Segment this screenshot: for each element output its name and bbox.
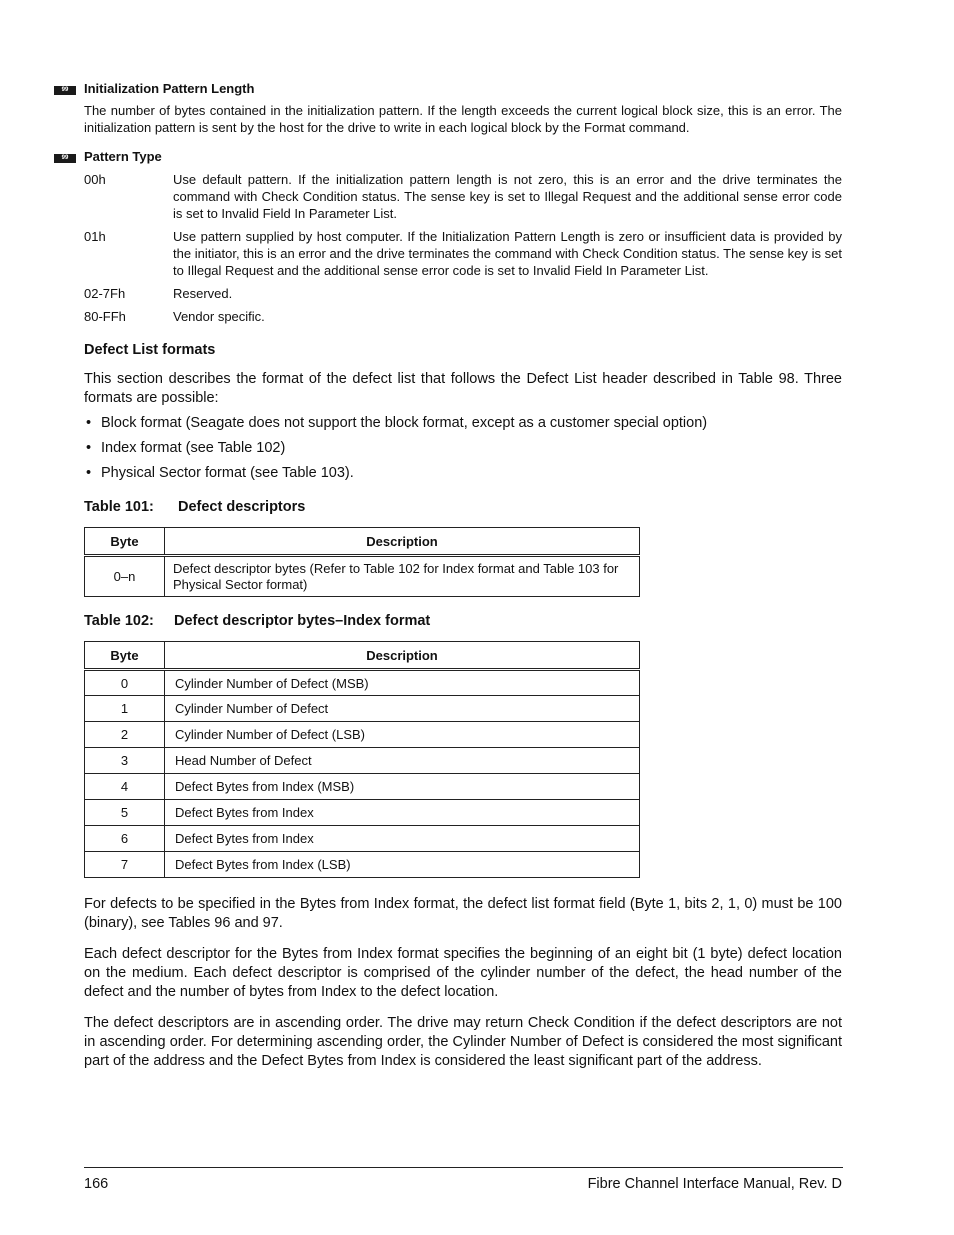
page-content	[61, 80, 842, 1071]
column-header-byte: Byte	[85, 528, 165, 556]
table-row	[85, 670, 640, 696]
byte-cell: 0–n	[85, 556, 165, 597]
description-cell: Defect Bytes from Index (MSB)	[165, 774, 640, 800]
description-cell: Cylinder Number of Defect (LSB)	[165, 722, 640, 748]
document-title: Fibre Channel Interface Manual, Rev. D	[587, 1176, 842, 1192]
byte-cell: 0	[85, 670, 165, 696]
description-cell: Defect Bytes from Index (LSB)	[165, 852, 640, 878]
field-tag: 99	[54, 154, 76, 163]
description-cell: Cylinder Number of Defect	[165, 696, 640, 722]
description-cell: Defect descriptor bytes (Refer to Table 102 for Index format and Table 103 for Physical Sector format)	[165, 556, 640, 597]
table-row	[85, 748, 640, 774]
body-paragraph: For defects to be specified in the Bytes from Index format, the defect list format field (Byte 1, bits 2, 1, 0) must be 100 (binary), see Tables 96 and 97.	[84, 896, 842, 931]
init-pattern-field	[61, 80, 842, 136]
pattern-code-row	[84, 228, 842, 279]
pattern-code-row	[84, 285, 842, 302]
pattern-desc: Vendor specific.	[173, 309, 265, 324]
list-item: • Physical Sector format (see Table 103).	[84, 464, 842, 483]
init-pattern-text: The number of bytes contained in the initialization pattern. If the length exceeds the current logical block size, this is an error. The initialization pattern is sent by the host for the drive to write in each logical block by the Format command.	[84, 103, 842, 135]
pattern-desc: Use pattern supplied by host computer. If the Initialization Pattern Length is zero or insufficient data is provided by the initiator, this is an error and the drive terminates the command with Check Condition status. The sense key is set to Illegal Request and the additional sense error code is set to Invalid Field In Parameter List.	[173, 229, 842, 278]
pattern-type-title: Pattern Type	[84, 149, 162, 164]
byte-cell: 3	[85, 748, 165, 774]
table-number: Table 102:	[84, 613, 154, 629]
byte-cell: 7	[85, 852, 165, 878]
field-tag: 99	[54, 86, 76, 95]
byte-cell: 4	[85, 774, 165, 800]
description-cell: Cylinder Number of Defect (MSB)	[165, 670, 640, 696]
table-row	[85, 774, 640, 800]
list-item: • Block format (Seagate does not support the block format, except as a customer special option)	[84, 414, 842, 433]
table-row	[85, 800, 640, 826]
table-row	[85, 696, 640, 722]
description-cell: Defect Bytes from Index	[165, 826, 640, 852]
format-list	[84, 414, 842, 483]
pattern-code: 02-7Fh	[84, 286, 126, 301]
footer-divider	[84, 1167, 843, 1168]
table-title: Defect descriptors	[178, 499, 306, 515]
description-cell: Defect Bytes from Index	[165, 800, 640, 826]
table-row	[85, 852, 640, 878]
byte-cell: 5	[85, 800, 165, 826]
page-number: 166	[84, 1176, 109, 1192]
pattern-code-row	[84, 171, 842, 222]
pattern-desc: Use default pattern. If the initialization pattern length is not zero, this is an error and the drive terminates the command with Check Condition status. The sense key is set to Illegal Request and the additional sense error code is set to Invalid Field In Parameter List.	[173, 172, 842, 221]
byte-cell: 1	[85, 696, 165, 722]
description-cell: Head Number of Defect	[165, 748, 640, 774]
table-101	[84, 527, 640, 597]
column-header-byte: Byte	[85, 642, 165, 670]
list-item: • Index format (see Table 102)	[84, 439, 842, 458]
pattern-code-row	[84, 308, 842, 325]
column-header-description: Description	[165, 528, 640, 556]
init-pattern-title: Initialization Pattern Length	[84, 81, 255, 96]
table-row	[85, 556, 640, 597]
table-title: Defect descriptor bytes–Index format	[174, 613, 431, 629]
table-102	[84, 641, 640, 878]
table-row	[85, 722, 640, 748]
pattern-code: 00h	[84, 172, 106, 187]
body-paragraph: Each defect descriptor for the Bytes from Index format specifies the beginning of an eight bit (1 byte) defect location on the medium. Each defect descriptor is comprised of the cylinder number of the defect, the head number of the defect and the number of bytes from Index to the defect location.	[84, 946, 842, 1000]
section-intro: This section describes the format of the defect list that follows the Defect List header described in Table 98. Three formats are possible:	[84, 371, 842, 406]
table-row	[85, 826, 640, 852]
byte-cell: 2	[85, 722, 165, 748]
byte-cell: 6	[85, 826, 165, 852]
table-102-caption	[84, 612, 842, 630]
pattern-desc: Reserved.	[173, 286, 233, 301]
pattern-code: 80-FFh	[84, 309, 126, 324]
table-101-caption	[84, 498, 842, 516]
column-header-description: Description	[165, 642, 640, 670]
table-number: Table 101:	[84, 499, 154, 515]
section-heading: Defect List formats	[84, 342, 216, 358]
body-paragraph: The defect descriptors are in ascending order. The drive may return Check Condition if the defect descriptors are not in ascending order. For determining ascending order, the Cylinder Number of Defect is considered the most significant part of the address and the Defect Bytes from Index is considered the least significant part of the address.	[84, 1015, 842, 1069]
pattern-code: 01h	[84, 229, 106, 244]
pattern-type-field	[61, 148, 842, 325]
